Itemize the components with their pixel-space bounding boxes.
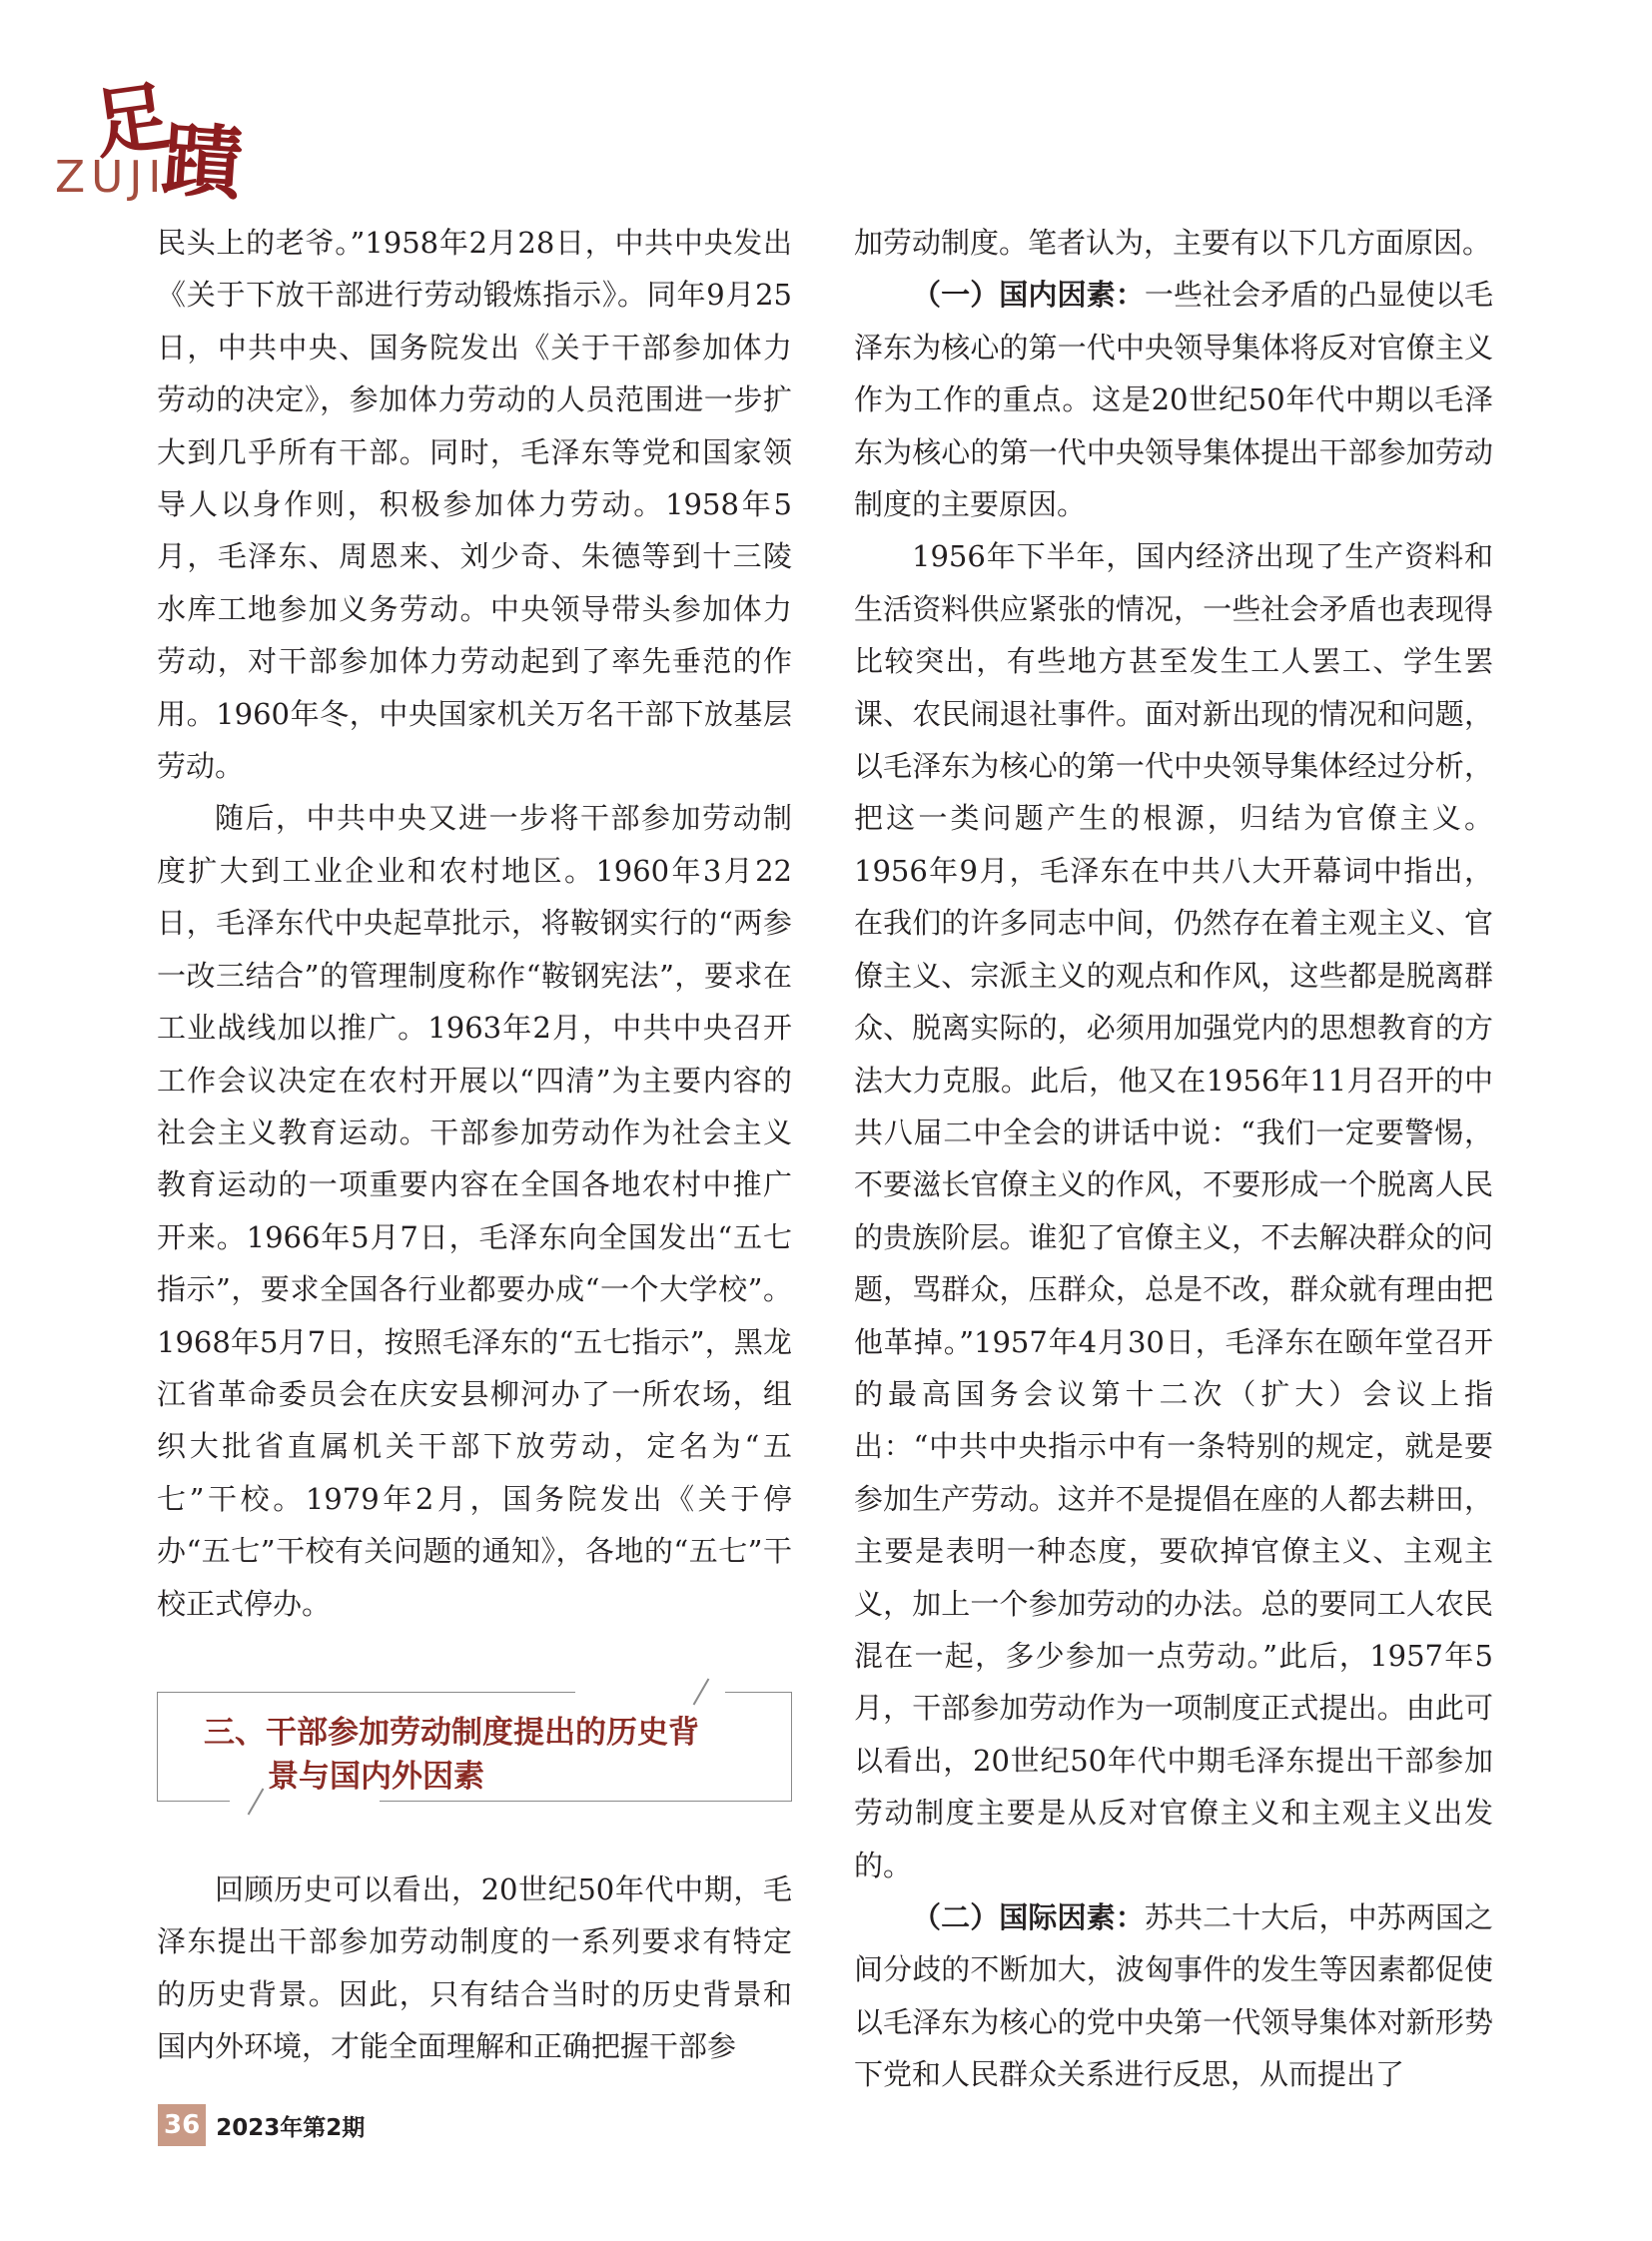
left-column	[157, 217, 792, 2073]
right-paragraph-4-body: 苏共二十大后，中苏两国之间分歧的不断加大，波匈事件的发生等因素都促使以毛泽东为核心的党中央第一代领导集体对新形势下党和人民群众关系进行反思，从而提出了	[854, 1900, 1493, 2092]
right-column	[854, 217, 1493, 2101]
section-heading	[204, 1711, 723, 1799]
magazine-logo	[55, 60, 245, 210]
issue-label: 2023年第2期	[216, 2114, 366, 2141]
subheading-international-factors: （二）国际因素：	[912, 1900, 1145, 1934]
logo-latin-text: ZUJI	[55, 152, 168, 203]
right-paragraph-4	[854, 1891, 1493, 2101]
section-heading-box	[157, 1692, 792, 1802]
left-paragraph-3: 回顾历史可以看出，20世纪50年代中期，毛泽东提出干部参加劳动制度的一系列要求有特定的历史背景。因此，只有结合当时的历史背景和国内外环境，才能全面理解和正确把握干部参	[157, 1871, 792, 2064]
page-footer	[158, 2104, 365, 2146]
section-heading-line-1: 三、干部参加劳动制度提出的历史背	[204, 1714, 699, 1751]
logo-char-zu: 足	[88, 71, 176, 170]
page-number: 36	[158, 2104, 206, 2146]
subheading-domestic-factors: （一）国内因素：	[912, 278, 1145, 313]
logo-char-ji: 蹟	[159, 112, 246, 212]
left-paragraph-1: 民头上的老爷。”1958年2月28日，中共中央发出《关于下放干部进行劳动锻炼指示》。同年9月25日，中共中央、国务院发出《关于干部参加体力劳动的决定》，参加体力劳动的人员范围进一步扩大到几乎所有干部。同时，毛泽东等党和国家领导人以身作则，积极参加体力劳动。1958年5月，毛泽东、周恩来、刘少奇、朱德等到十三陵水库工地参加义务劳动。中央领导带头参加体力劳动，对干部参加体力劳动起到了率先垂范的作用。1960年冬，中央国家机关万名干部下放基层劳动。	[157, 226, 792, 784]
right-paragraph-2-body: 一些社会矛盾的凸显使以毛泽东为核心的第一代中央领导集体将反对官僚主义作为工作的重点。这是20世纪50年代中期以毛泽东为核心的第一代中央领导集体提出干部参加劳动制度的主要原因。	[854, 278, 1493, 522]
left-paragraph-2: 随后，中共中央又进一步将干部参加劳动制度扩大到工业企业和农村地区。1960年3月22日，毛泽东代中央起草批示，将鞍钢实行的“两参一改三结合”的管理制度称作“鞍钢宪法”，要求在工业战线加以推广。1963年2月，中共中央召开工作会议决定在农村开展以“四清”为主要内容的社会主义教育运动。干部参加劳动作为社会主义教育运动的一项重要内容在全国各地农村中推广开来。1966年5月7日，毛泽东向全国发出“五七指示”，要求全国各行业都要办成“一个大学校”。1968年5月7日，按照毛泽东的“五七指示”，黑龙江省革命委员会在庆安县柳河办了一所农场，组织大批省直属机关干部下放劳动，定名为“五七”干校。1979年2月，国务院发出《关于停办“五七”干校有关问题的通知》，各地的“五七”干校正式停办。	[157, 801, 792, 1621]
right-paragraph-2	[854, 269, 1493, 530]
right-paragraph-3: 1956年下半年，国内经济出现了生产资料和生活资料供应紧张的情况，一些社会矛盾也表现得比较突出，有些地方甚至发生工人罢工、学生罢课、农民闹退社事件。面对新出现的情况和问题，以毛泽东为核心的第一代中央领导集体经过分析，把这一类问题产生的根源，归结为官僚主义。1956年9月，毛泽东在中共八大开幕词中指出，在我们的许多同志中间，仍然存在着主观主义、官僚主义、宗派主义的观点和作风，这些都是脱离群众、脱离实际的，必须用加强党内的思想教育的方法大力克服。此后，他又在1956年11月召开的中共八届二中全会的讲话中说：“我们一定要警惕，不要滋长官僚主义的作风，不要形成一个脱离人民的贵族阶层。谁犯了官僚主义，不去解决群众的问题，骂群众，压群众，总是不改，群众就有理由把他革掉。”1957年4月30日，毛泽东在颐年堂召开的最高国务会议第十二次（扩大）会议上指出：“中共中央指示中有一条特别的规定，就是要参加生产劳动。这并不是提倡在座的人都去耕田，主要是表明一种态度，要砍掉官僚主义、主观主义，加上一个参加劳动的办法。总的要同工人农民混在一起，多少参加一点劳动。”此后，1957年5月，干部参加劳动作为一项制度正式提出。由此可以看出，20世纪50年代中期毛泽东提出干部参加劳动制度主要是从反对官僚主义和主观主义出发的。	[854, 539, 1493, 1882]
section-heading-line-2: 景与国内外因素	[268, 1758, 484, 1795]
right-paragraph-1: 加劳动制度。笔者认为，主要有以下几方面原因。	[854, 226, 1492, 260]
